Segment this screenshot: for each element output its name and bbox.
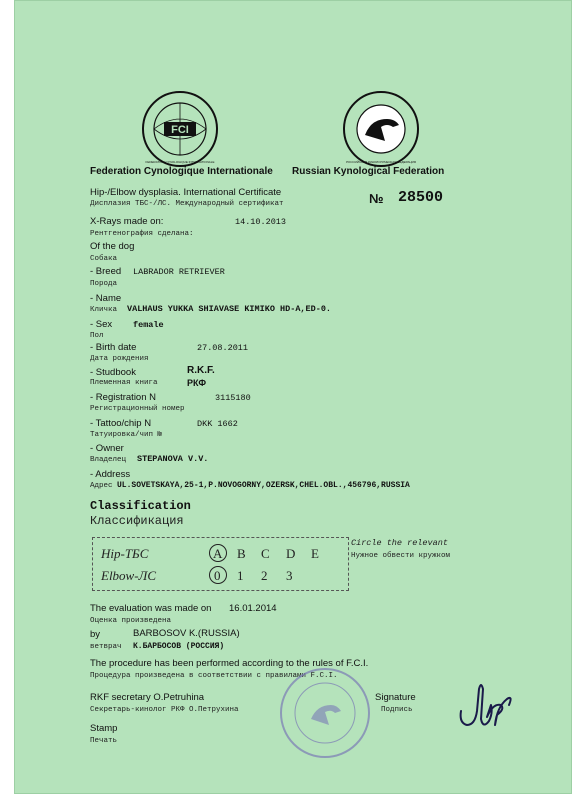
tattoo-value: DKK 1662 <box>197 419 238 429</box>
birth-label-ru: Дата рождения <box>90 355 149 363</box>
elbow-grade-1: 1 <box>237 568 244 583</box>
studbook-label-ru: Племенная книга <box>90 379 158 387</box>
name-label-ru: Кличка <box>90 306 118 314</box>
circle-note: Circle the relevant <box>351 538 448 548</box>
hip-grade-c: C <box>261 546 270 561</box>
name-value: VALHAUS YUKKA SHIAVASE KIMIKO HD-A,ED-0. <box>127 304 332 314</box>
breed-label-ru: Порода <box>90 280 118 288</box>
org-left: Federation Cynologique Internationale <box>90 166 273 177</box>
certificate-sheet <box>14 0 572 794</box>
address-label: - Address <box>90 469 131 480</box>
hip-grade-b: B <box>237 546 246 561</box>
tattoo-label: - Tattoo/chip N <box>90 418 152 429</box>
birth-value: 27.08.2011 <box>197 343 249 353</box>
studbook-value: R.K.F. <box>187 365 215 376</box>
registration-label: - Registration N <box>90 392 156 403</box>
secretary-name-ru: Секретарь-кинолог РКФ О.Петрухина <box>90 706 239 714</box>
certificate-number: 28500 <box>398 189 444 206</box>
signature-label-ru: Подпись <box>381 706 413 714</box>
breed-label: - Breed <box>90 266 122 277</box>
birth-label: - Birth date <box>90 342 137 353</box>
rkf-ring-text: РОССИЙСКАЯ КИНОЛОГИЧЕСКАЯ ФЕДЕРАЦИЯ <box>346 160 416 164</box>
elbow-grade-2: 2 <box>261 568 268 583</box>
registration-label-ru: Регистрационный номер <box>90 405 185 413</box>
elbow-grade-0: 0 <box>214 568 221 583</box>
evaluation-label: The evaluation was made on <box>90 603 212 614</box>
sex-value: female <box>133 320 164 330</box>
number-label: № <box>369 191 384 206</box>
cert-title: Hip-/Elbow dysplasia. International Certificate <box>90 187 282 198</box>
owner-label: - Owner <box>90 443 124 454</box>
hip-grade-a: A <box>213 546 223 561</box>
procedure-text: The procedure has been performed according to the rules of F.C.I. <box>90 658 369 669</box>
tattoo-label-ru: Татуировка/чип № <box>90 431 163 439</box>
elbow-grade-3: 3 <box>286 568 293 583</box>
ofdog-label-ru: Собака <box>90 255 118 263</box>
ofdog-label: Of the dog <box>90 241 135 252</box>
hip-grade-d: D <box>286 546 296 561</box>
classification-title: Classification <box>90 499 191 513</box>
address-label-ru: Адрес <box>90 482 113 490</box>
evaluation-date: 16.01.2014 <box>229 603 277 614</box>
hip-label: Hip-ТБС <box>101 546 149 561</box>
owner-value: STEPANOVA V.V. <box>137 454 209 464</box>
evaluation-label-ru: Оценка произведена <box>90 617 172 625</box>
sex-label-ru: Пол <box>90 332 104 340</box>
studbook-label: - Studbook <box>90 367 136 378</box>
xrays-label: X-Rays made on: <box>90 216 164 227</box>
studbook-value-ru: РКФ <box>187 378 207 388</box>
stamp-label-ru: Печать <box>90 737 118 745</box>
stamp-label: Stamp <box>90 723 118 734</box>
signature-label: Signature <box>375 692 416 703</box>
circle-note-ru: Нужное обвести кружком <box>351 552 451 560</box>
by-label-ru: ветврач <box>90 643 122 651</box>
hip-grade-e: E <box>311 546 319 561</box>
classification-box <box>92 537 349 591</box>
secretary-name: RKF secretary O.Petruhina <box>90 692 205 703</box>
elbow-label: Elbow-ЛС <box>101 568 157 583</box>
by-value: BARBOSOV K.(RUSSIA) <box>133 628 240 639</box>
by-value-ru: К.БАРБОСОВ (РОССИЯ) <box>133 642 225 651</box>
procedure-text-ru: Процедура произведена в соответствии с правилами F.C.I. <box>90 672 338 680</box>
breed-value: LABRADOR RETRIEVER <box>133 267 225 277</box>
fci-ring-text: FEDERATION CYNOLOGIQUE INTERNATIONALE <box>145 160 215 164</box>
xrays-value: 14.10.2013 <box>235 217 287 227</box>
name-label: - Name <box>90 293 122 304</box>
fci-logo-text: FCI <box>171 124 189 136</box>
by-label: by <box>90 629 101 640</box>
classification-title-ru: Классификация <box>90 514 184 528</box>
cert-title-ru: Дисплазия ТБС-/ЛС. Международный сертификат <box>90 200 284 208</box>
org-right: Russian Kynological Federation <box>292 166 445 177</box>
address-value: UL.SOVETSKAYA,25-1,P.NOVOGORNY,OZERSK,CHEL.OBL.,456796,RUSSIA <box>117 481 410 490</box>
signature-drawing <box>453 677 525 735</box>
owner-label-ru: Владелец <box>90 456 127 464</box>
xrays-label-ru: Рентгенография сделана: <box>90 230 194 238</box>
rkf-logo <box>341 89 421 169</box>
sex-label: - Sex <box>90 319 113 330</box>
fci-logo <box>140 89 220 169</box>
round-stamp <box>277 665 373 761</box>
registration-value: 3115180 <box>215 393 251 403</box>
